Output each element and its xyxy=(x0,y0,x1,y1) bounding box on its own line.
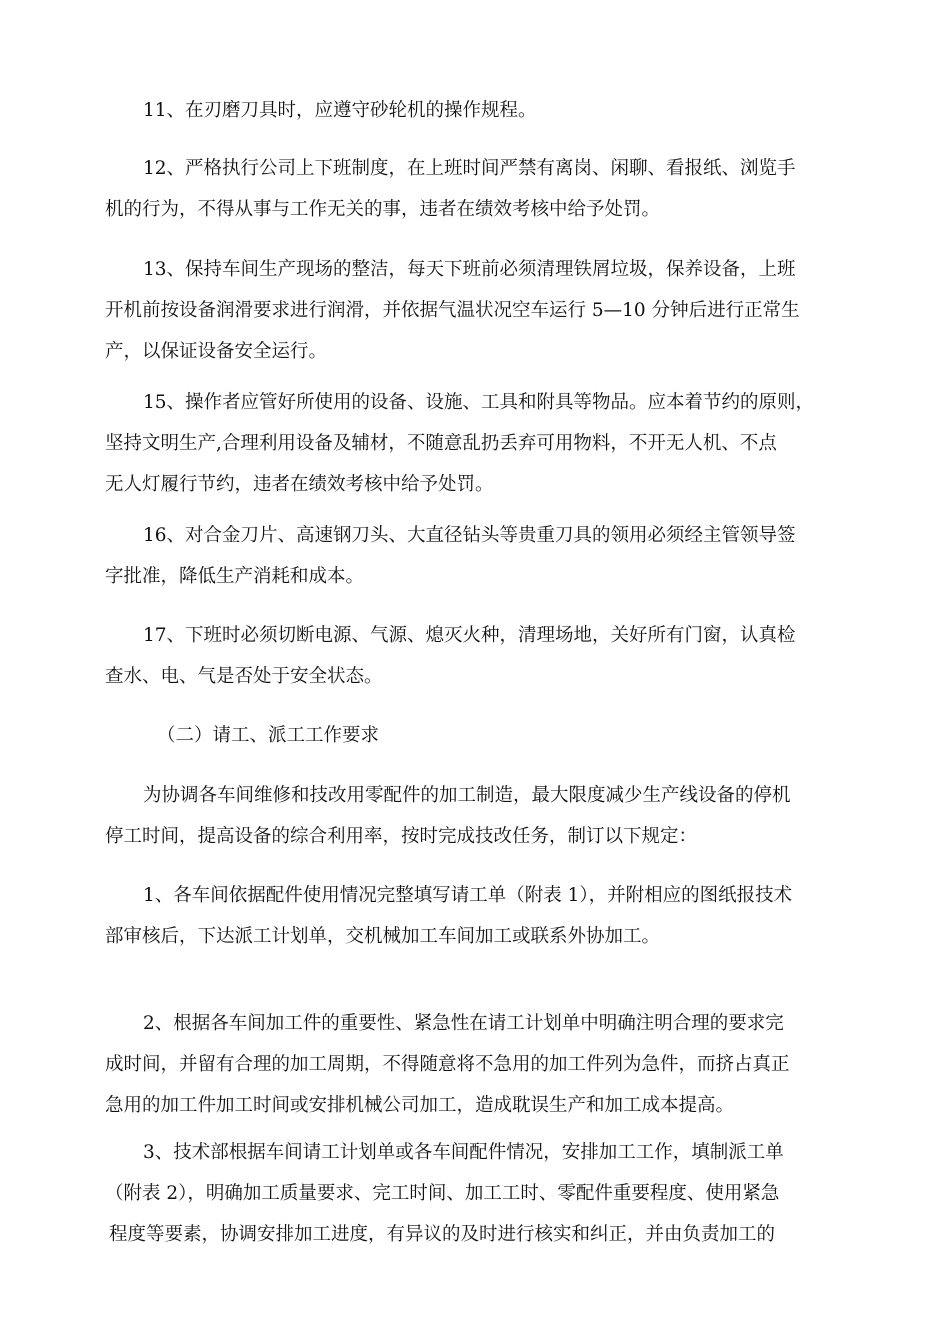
paragraph-15 xyxy=(105,382,855,505)
paragraph-line: 查水、电、气是否处于安全状态。 xyxy=(105,666,383,687)
paragraph-line: （附表 2），明确加工质量要求、完工时间、加工工时、零配件重要程度、使用紧急 xyxy=(105,1183,780,1204)
paragraph-line: 16、对合金刀片、高速钢刀头、大直径钻头等贵重刀具的领用必须经主管领导签 xyxy=(143,525,796,546)
paragraph-line: 17、下班时必须切断电源、气源、熄灭火种，清理场地，关好所有门窗，认真检 xyxy=(143,625,796,646)
paragraph-line: 为协调各车间维修和技改用零配件的加工制造，最大限度减少生产线设备的停机 xyxy=(143,785,791,806)
paragraph-rule-3 xyxy=(105,1132,855,1255)
paragraph-intro xyxy=(105,775,855,857)
paragraph-line: 坚持文明生产,合理利用设备及辅材，不随意乱扔丢弃可用物料，不开无人机、不点 xyxy=(105,433,777,454)
paragraph-line: 11、在刃磨刀具时，应遵守砂轮机的操作规程。 xyxy=(143,100,537,121)
paragraph-line: 部审核后，下达派工计划单，交机械加工车间加工或联系外协加工。 xyxy=(105,926,661,947)
paragraph-rule-1 xyxy=(105,875,855,957)
paragraph-line: 13、保持车间生产现场的整洁，每天下班前必须清理铁屑垃圾，保养设备，上班 xyxy=(143,259,796,280)
paragraph-line: 程度等要素，协调安排加工进度，有异议的及时进行核实和纠正，并由负责加工的 xyxy=(109,1224,776,1245)
paragraph-line: 3、技术部根据车间请工计划单或各车间配件情况，安排加工工作，填制派工单 xyxy=(143,1142,784,1163)
paragraph-line: 1、各车间依据配件使用情况完整填写请工单（附表 1），并附相应的图纸报技术 xyxy=(143,885,793,906)
section-heading xyxy=(105,715,855,756)
paragraph-line: 15、操作者应管好所使用的设备、设施、工具和附具等物品。应本着节约的原则， xyxy=(143,392,815,413)
section-heading-text: （二）请工、派工工作要求 xyxy=(157,725,380,746)
paragraph-17 xyxy=(105,615,855,697)
paragraph-line: 无人灯履行节约，违者在绩效考核中给予处罚。 xyxy=(105,474,494,495)
paragraph-line: 机的行为，不得从事与工作无关的事，违者在绩效考核中给予处罚。 xyxy=(105,199,661,220)
paragraph-line: 成时间，并留有合理的加工周期，不得随意将不急用的加工件列为急件，而挤占真正 xyxy=(105,1054,790,1075)
paragraph-line: 字批准，降低生产消耗和成本。 xyxy=(105,566,365,587)
paragraph-11 xyxy=(105,90,855,131)
paragraph-line: 急用的加工件加工时间或安排机械公司加工，造成耽误生产和加工成本提高。 xyxy=(105,1095,735,1116)
paragraph-line: 12、严格执行公司上下班制度，在上班时间严禁有离岗、闲聊、看报纸、浏览手 xyxy=(143,158,796,179)
paragraph-13 xyxy=(105,249,855,372)
paragraph-12 xyxy=(105,148,855,230)
paragraph-16 xyxy=(105,515,855,597)
paragraph-line: 停工时间，提高设备的综合利用率，按时完成技改任务，制订以下规定： xyxy=(105,826,698,847)
paragraph-line: 2、根据各车间加工件的重要性、紧急性在请工计划单中明确注明合理的要求完 xyxy=(143,1013,784,1034)
paragraph-rule-2 xyxy=(105,1003,855,1126)
paragraph-line: 产，以保证设备安全运行。 xyxy=(105,341,328,362)
paragraph-line: 开机前按设备润滑要求进行润滑，并依据气温状况空车运行 5—10 分钟后进行正常生 xyxy=(105,300,800,321)
